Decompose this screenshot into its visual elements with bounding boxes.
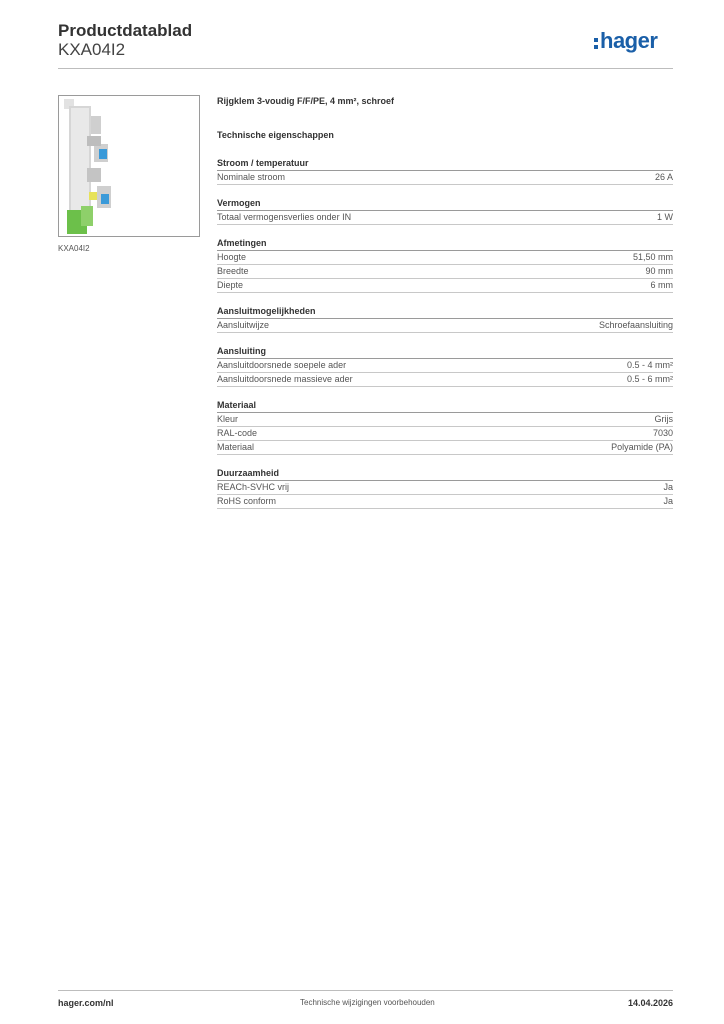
- spec-row: [217, 441, 673, 455]
- group-title: Afmetingen: [217, 238, 673, 251]
- spec-value: 26 A: [654, 172, 673, 182]
- spec-row: [217, 211, 673, 225]
- group-title: Aansluiting: [217, 346, 673, 359]
- spec-value: 7030: [652, 428, 673, 438]
- group-title: Duurzaamheid: [217, 468, 673, 481]
- spec-row: [217, 413, 673, 427]
- footer-divider: [58, 990, 673, 991]
- spec-value: Grijs: [654, 414, 673, 424]
- spec-row: [217, 251, 673, 265]
- spec-value: 1 W: [656, 212, 673, 222]
- spec-label: RAL-code: [217, 428, 258, 438]
- footer-disclaimer: Technische wijzigingen voorbehouden: [300, 998, 435, 1007]
- spec-value: 51,50 mm: [632, 252, 673, 262]
- spec-row: [217, 373, 673, 387]
- section-heading: Technische eigenschappen: [217, 130, 334, 140]
- spec-label: Aansluitwijze: [217, 320, 270, 330]
- spec-label: Hoogte: [217, 252, 247, 262]
- spec-content: [217, 96, 673, 509]
- spec-value: 6 mm: [650, 280, 673, 290]
- spec-label: Breedte: [217, 266, 249, 276]
- spec-value: Ja: [663, 482, 673, 492]
- group-title: Vermogen: [217, 198, 673, 211]
- footer-date: 14.04.2026: [627, 998, 673, 1008]
- spec-value: 0.5 - 4 mm²: [626, 360, 673, 370]
- spec-label: Aansluitdoorsnede soepele ader: [217, 360, 347, 370]
- page-title: Productdatablad: [58, 21, 193, 40]
- spec-value: 90 mm: [645, 266, 673, 276]
- spec-value: 0.5 - 6 mm²: [626, 374, 673, 384]
- spec-label: Materiaal: [217, 442, 255, 452]
- group-title: Materiaal: [217, 400, 673, 413]
- spec-value: Schroefaansluiting: [598, 320, 673, 330]
- terminal-block-illustration: [59, 96, 199, 236]
- logo-dots-icon: [594, 38, 598, 49]
- header-divider: [58, 68, 673, 69]
- footer-website-link[interactable]: hager.com/nl: [58, 998, 114, 1008]
- product-image: [58, 95, 200, 237]
- product-code: KXA04I2: [58, 40, 126, 59]
- hager-logo[interactable]: [594, 30, 657, 52]
- spec-label: Aansluitdoorsnede massieve ader: [217, 374, 353, 384]
- spec-label: RoHS conform: [217, 496, 277, 506]
- spec-row: [217, 171, 673, 185]
- spec-label: Totaal vermogensverlies onder IN: [217, 212, 352, 222]
- blue-terminal-icon: [101, 194, 109, 204]
- spec-row: [217, 481, 673, 495]
- logo-text: hager: [600, 28, 658, 53]
- spec-row: [217, 265, 673, 279]
- spec-row: [217, 495, 673, 509]
- group-title: Aansluitmogelijkheden: [217, 306, 673, 319]
- spec-value: Ja: [663, 496, 673, 506]
- product-description: Rijgklem 3-voudig F/F/PE, 4 mm², schroef: [217, 96, 395, 106]
- spec-label: REACh-SVHC vrij: [217, 482, 290, 492]
- image-caption: KXA04I2: [58, 244, 90, 253]
- blue-terminal-icon: [99, 149, 107, 159]
- spec-row: [217, 427, 673, 441]
- spec-label: Kleur: [217, 414, 239, 424]
- spec-value: Polyamide (PA): [611, 442, 673, 452]
- spec-row: [217, 319, 673, 333]
- spec-row: [217, 279, 673, 293]
- spec-row: [217, 359, 673, 373]
- spec-label: Diepte: [217, 280, 244, 290]
- spec-label: Nominale stroom: [217, 172, 286, 182]
- group-title: Stroom / temperatuur: [217, 158, 673, 171]
